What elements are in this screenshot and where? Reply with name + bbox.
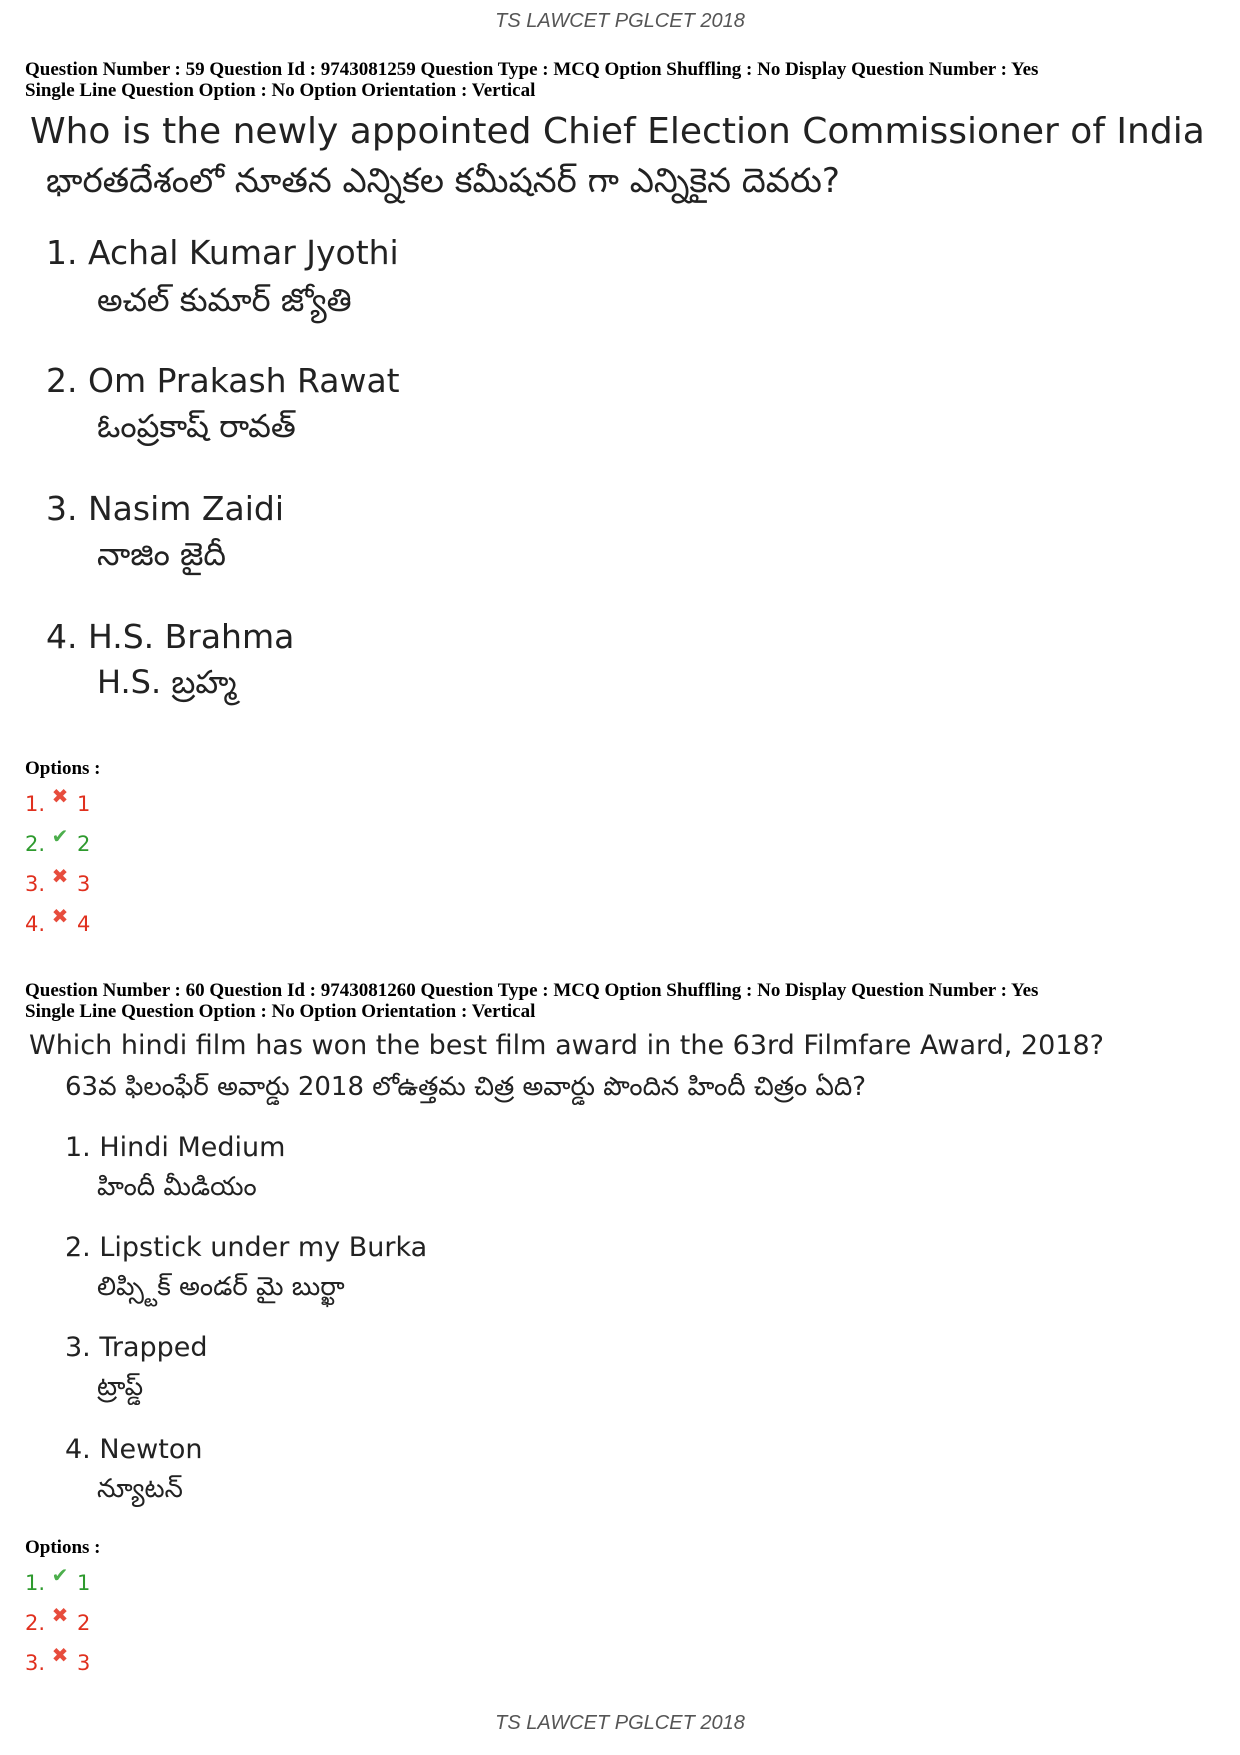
answer-option-value: 2 xyxy=(77,832,91,856)
choice-2-english: 2. Om Prakash Rawat xyxy=(46,361,400,400)
question-60 xyxy=(25,980,1215,1504)
page-header: TS LAWCET PGLCET 2018 xyxy=(495,10,745,32)
check-icon: ✔ xyxy=(51,1563,69,1587)
answer-option-row xyxy=(25,1643,1215,1683)
options-section-59 xyxy=(25,758,1215,944)
answer-option-number: 3. xyxy=(25,1651,46,1675)
answer-option-row xyxy=(25,864,1215,904)
choice-4-telugu: న్యూటన్ xyxy=(97,1474,183,1504)
choice-2-telugu: లిప్స్టిక్ అండర్ మై బుర్ఖా xyxy=(97,1272,345,1302)
choice-4-english: 4. Newton xyxy=(65,1434,203,1465)
answer-option-value: 1 xyxy=(77,1571,91,1595)
options-label: Options : xyxy=(25,1537,101,1558)
answer-option-number: 4. xyxy=(25,912,46,936)
choice-2-english: 2. Lipstick under my Burka xyxy=(65,1232,428,1263)
answer-option-value: 3 xyxy=(77,872,91,896)
choice-2-telugu: ఓంప్రకాష్ రావత్ xyxy=(97,407,296,445)
cross-icon: ✖ xyxy=(51,864,69,888)
answer-option-row xyxy=(25,784,1215,824)
choice-1-telugu: అచల్ కుమార్ జ్యోతి xyxy=(97,281,352,319)
answer-option-value: 2 xyxy=(77,1611,91,1635)
choice-3-english: 3. Trapped xyxy=(65,1332,208,1363)
answer-option-row xyxy=(25,824,1215,864)
choice-4-telugu: H.S. బ్రహ్మ xyxy=(97,663,237,701)
choice-1-telugu: హిందీ మీడియం xyxy=(97,1172,257,1202)
answer-option-row xyxy=(25,1563,1215,1603)
cross-icon: ✖ xyxy=(51,904,69,928)
answer-option-number: 3. xyxy=(25,872,46,896)
question-meta-line-1: Question Number : 60 Question Id : 9743081260 Question Type : MCQ Option Shuffling : No Display Question Number : Yes xyxy=(25,980,1039,1001)
choice-3-telugu: నాజిం జైదీ xyxy=(97,535,227,573)
answer-option-number: 2. xyxy=(25,832,46,856)
question-text-english: Who is the newly appointed Chief Election Commissioner of India xyxy=(30,111,1205,152)
question-meta-line-1: Question Number : 59 Question Id : 9743081259 Question Type : MCQ Option Shuffling : No Display Question Number : Yes xyxy=(25,59,1039,80)
question-59 xyxy=(25,59,1215,701)
choice-3-english: 3. Nasim Zaidi xyxy=(46,489,284,528)
answer-option-row xyxy=(25,1603,1215,1643)
cross-icon: ✖ xyxy=(51,1643,69,1667)
answer-option-value: 3 xyxy=(77,1651,91,1675)
question-text-telugu: భారతదేశంలో నూతన ఎన్నికల కమీషనర్ గా ఎన్నికైన దెవరు? xyxy=(46,161,840,201)
answer-option-number: 1. xyxy=(25,1571,46,1595)
question-meta-line-2: Single Line Question Option : No Option Orientation : Vertical xyxy=(25,1001,536,1022)
cross-icon: ✖ xyxy=(51,1603,69,1627)
question-meta-line-2: Single Line Question Option : No Option Orientation : Vertical xyxy=(25,80,536,101)
answer-option-value: 4 xyxy=(77,912,91,936)
page-footer: TS LAWCET PGLCET 2018 xyxy=(495,1712,745,1734)
choice-1-english: 1. Achal Kumar Jyothi xyxy=(46,233,399,272)
cross-icon: ✖ xyxy=(51,784,69,808)
answer-option-value: 1 xyxy=(77,792,91,816)
answer-option-row xyxy=(25,904,1215,944)
choice-1-english: 1. Hindi Medium xyxy=(65,1132,286,1163)
answer-option-number: 1. xyxy=(25,792,46,816)
question-text-telugu: 63వ ఫిలంఫేర్ అవార్డు 2018 లోఉత్తమ చిత్ర అవార్డు పొందిన హిందీ చిత్రం ఏది? xyxy=(65,1072,867,1102)
check-icon: ✔ xyxy=(51,824,69,848)
answer-option-number: 2. xyxy=(25,1611,46,1635)
options-label: Options : xyxy=(25,758,101,779)
choice-4-english: 4. H.S. Brahma xyxy=(46,617,295,656)
choice-3-telugu: ట్రాప్డ్ xyxy=(97,1372,144,1402)
question-text-english: Which hindi film has won the best film award in the 63rd Filmfare Award, 2018? xyxy=(29,1030,1104,1061)
options-section-60 xyxy=(25,1537,1215,1683)
